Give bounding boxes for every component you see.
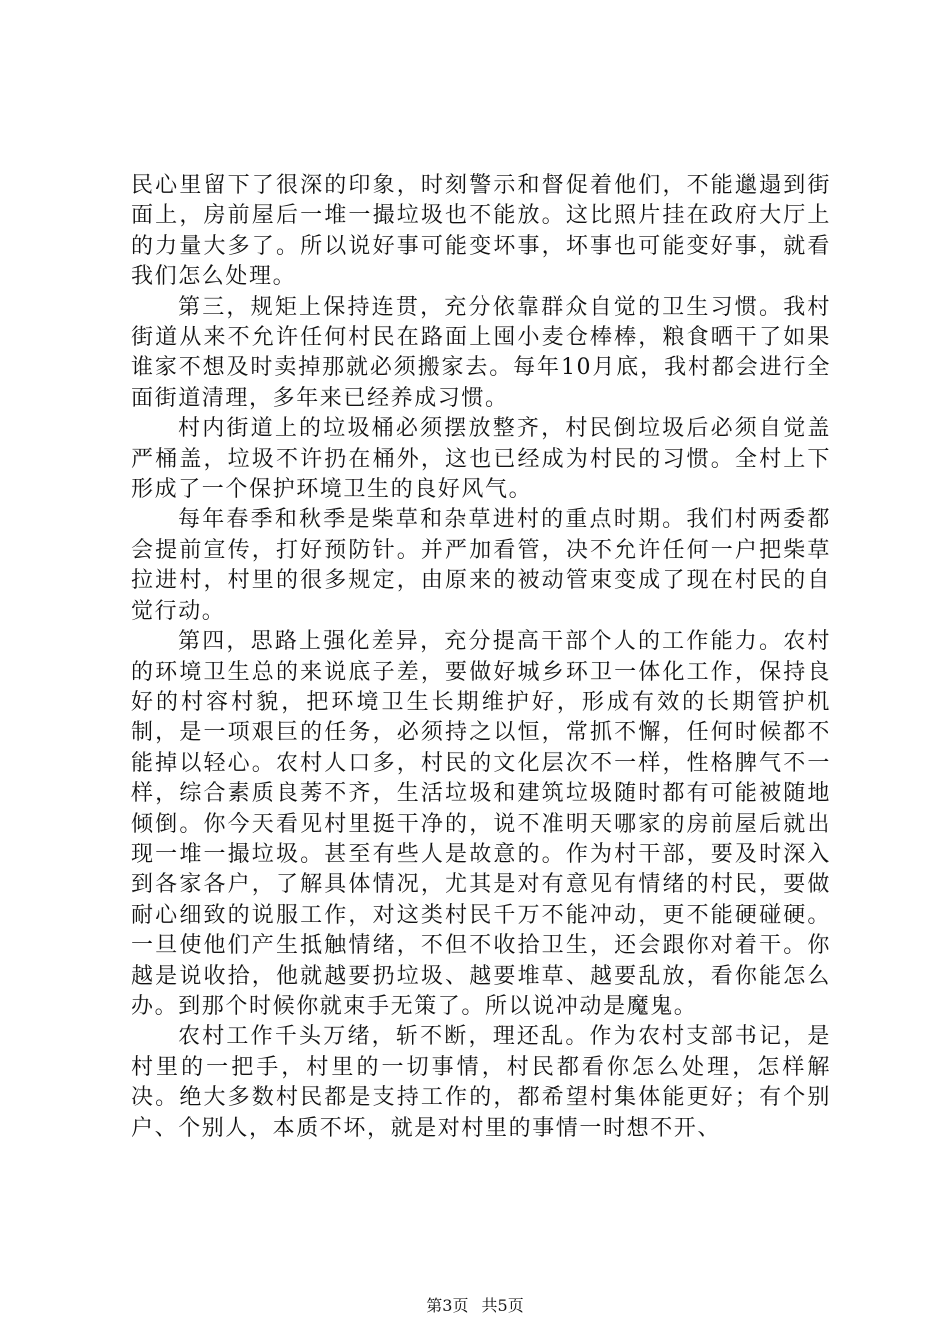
paragraph-3: 村内街道上的垃圾桶必须摆放整齐，村民倒垃圾后必须自觉盖严桶盖，垃圾不许扔在桶外，这也已经成为村民的习惯。全村上下形成了一个保护环境卫生的良好风气。 [131, 416, 831, 503]
paragraph-4: 每年春季和秋季是柴草和杂草进村的重点时期。我们村两委都会提前宣传，打好预防针。并严加看管，决不允许任何一户把柴草拉进村，村里的很多规定，由原来的被动管束变成了现在村民的自觉行动。 [131, 507, 831, 624]
document-body [131, 171, 831, 1144]
page-number: 第3页 [426, 1296, 469, 1315]
paragraph-6: 农村工作千头万绪，斩不断，理还乱。作为农村支部书记，是村里的一把手，村里的一切事情，村民都看你怎么处理，怎样解决。绝大多数村民都是支持工作的，都希望村集体能更好；有个别户、个别人，本质不坏，就是对村里的事情一时想不开、 [131, 1024, 831, 1141]
page-total: 共5页 [481, 1296, 524, 1315]
paragraph-5: 第四，思路上强化差异，充分提高干部个人的工作能力。农村的环境卫生总的来说底子差，要做好城乡环卫一体化工作，保持良好的村容村貌，把环境卫生长期维护好，形成有效的长期管护机制，是一项艰巨的任务，必须持之以恒，常抓不懈，任何时候都不能掉以轻心。农村人口多，村民的文化层次不一样，性格脾气不一样，综合素质良莠不齐，生活垃圾和建筑垃圾随时都有可能被随地倾倒。你今天看见村里挺干净的，说不准明天哪家的房前屋后就出现一堆一撮垃圾。甚至有些人是故意的。作为村干部，要及时深入到各家各户，了解具体情况，尤其是对有意见有情绪的村民，要做耐心细致的说服工作，对这类村民千万不能冲动，更不能硬碰硬。一旦使他们产生抵触情绪，不但不收拾卫生，还会跟你对着干。你越是说收拾，他就越要扔垃圾、越要堆草、越要乱放，看你能怎么办。到那个时候你就束手无策了。所以说冲动是魔鬼。 [131, 629, 831, 1019]
paragraph-1: 民心里留下了很深的印象，时刻警示和督促着他们，不能邋遢到街面上，房前屋后一堆一撮垃圾也不能放。这比照片挂在政府大厅上的力量大多了。所以说好事可能变坏事，坏事也可能变好事，就看我们怎么处理。 [131, 173, 831, 290]
paragraph-2: 第三，规矩上保持连贯，充分依靠群众自觉的卫生习惯。我村街道从来不允许任何村民在路面上囤小麦仓棒棒，粮食晒干了如果谁家不想及时卖掉那就必须搬家去。每年10月底，我村都会进行全面街道清理，多年来已经养成习惯。 [131, 294, 831, 411]
page-footer [0, 1293, 950, 1316]
